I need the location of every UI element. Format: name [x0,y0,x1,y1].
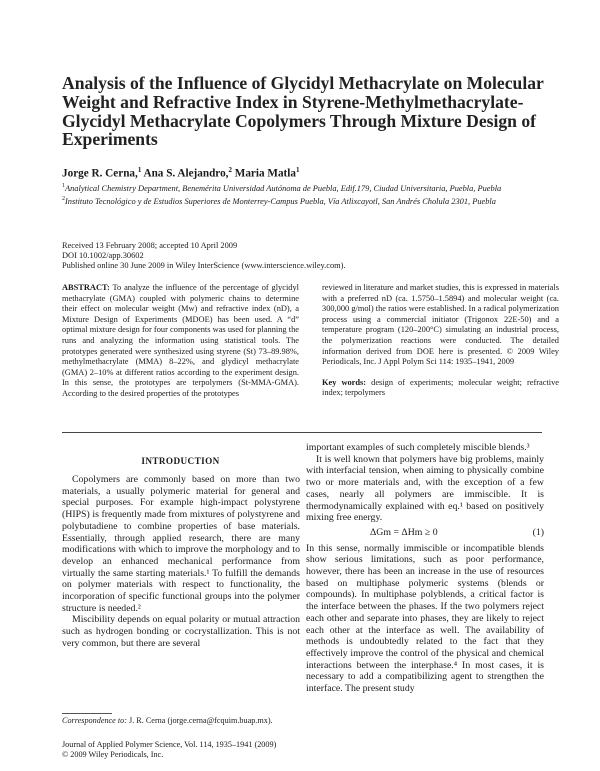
affiliation [62,194,542,207]
affiliations [62,181,542,208]
abstract-divider [62,432,542,433]
received-date: Received 13 February 2008; accepted 10 April 2009 [62,241,238,250]
author-list [62,166,299,180]
author-affiliation-mark: 1 [295,166,300,174]
equation-number: (1) [532,526,544,538]
paragraph: important examples of such completely miscible blends.³ [306,442,530,453]
keywords-label: Key words: [322,377,367,387]
paper-title: Analysis of the Influence of Glycidyl Methacrylate on Molecular Weight and Refractive Index in Styrene-Methylmethacrylate-Glycidyl Methacrylate Copolymers Through Mixture Design of Experiments [62,73,544,150]
author: Jorge R. Cerna, [62,167,138,180]
section-heading: INTRODUCTION [141,456,220,466]
equation-body: ΔGm = ΔHm ≥ 0 [370,526,438,538]
article-history [62,241,346,272]
correspondence-footnote [62,716,299,726]
journal-info [62,740,276,760]
paragraph: Copolymers are commonly based on more than two materials, a usually polymeric material for general and special purposes. For example high-impact polystyrene (HIPS) is frequently made from mixtures of polystyrene and polybutadiene to combine properties of base materials. Essentially, through applied research, there are many modifications with which to improve the morphology and to develop an enhanced mechanical performance from virtually the same starting materials.¹ To fulfill the demands on polymer materials with respect to functionality, the incorporation of specific functional groups into the polymer structure is needed.² [62,474,300,614]
affiliation-mark: 2 [62,196,65,203]
correspondence-text: J. R. Cerna (jorge.cerna@fcquim.buap.mx). [129,716,273,725]
paragraph: In this sense, normally immiscible or incompatible blends show serious limitations, such as poor performance, however, there has been an increase in the use of resources based on multiphase polymeric systems (blends or compounds). In multiphase polyblends, a critical factor is the interface between the phases. If the two polymers reject each other and separate into phases, they are likely to reject each other at the interface as well. The availability of methods is undoubtedly related to the fact that they effectively improve the control of the physical and chemical interactions between the interphase.⁴ In most cases, it is necessary to add a compatibilizing agent to strengthen the interface. The present study [306,542,544,695]
affiliation [62,181,542,194]
doi: DOI 10.1002/app.30602 [62,251,144,261]
abstract-text: To analyze the influence of the percentage of glycidyl methacrylate (GMA) coupled with polymeric chains to determine their effect on molecular weight (Mw) and refractive index (nD), a Mixture Design of Experiments (MDOE) has been used. A “d” optimal mixture design for four components was used for planning the runs and analyzing the information using statistical tools. The prototypes generated were synthesized using styrene (St) 73–89.98%, methylmethacrylate (MMA) 8–22%, and glydicyl methacrylate (GMA) 2–10% at different ratios according to the experiment design. In this sense, the prototypes are terpolymers (St-MMA-GMA). According to the desired properties of the prototypes [62,283,299,398]
equation [306,524,544,543]
copyright: © 2009 Wiley Periodicals, Inc. [62,750,164,759]
right-text-column [306,442,544,695]
abstract-label: ABSTRACT: [62,283,110,292]
author-affiliation-mark: 1 [137,166,142,174]
footnote-divider [62,713,112,714]
abstract-text-continued: reviewed in literature and market studies, this is expressed in materials with a preferred nD (ca. 1.5750–1.5894) and molecular weight (ca. 300,000 g/mol) the ratios were established. In a radical polymerization process using a commercial initiator (Trigonox 22E-50) and a temperature program (120–200°C) simulating an industrial process, the polymerization reactions were conducted. The detailed information derived from DOE here is presented. © 2009 Wiley Periodicals, Inc. J Appl Polym Sci 114: 1935–1941, 2009 [322,283,559,367]
paragraph: It is well known that polymers have big problems, mainly with interfacial tension, when aiming to physically combine two or more materials and, with the exception of a few cases, nearly all polymers are immiscible. It is thermodynamically explained with eq.¹ based on positively mixing free energy. [306,453,544,524]
author-affiliation-mark: 2 [228,166,232,174]
correspondence-label: Correspondence to: [62,716,127,725]
affiliation-text: Instituto Tecnológico y de Estudios Superiores de Monterrey-Campus Puebla, Vía Atlixcayotl, San Andrés Cholula 2301, Puebla [65,197,496,207]
abstract-left-column [62,283,299,400]
journal-citation: Journal of Applied Polymer Science, Vol. 114, 1935–1941 (2009) [62,740,277,749]
author: Ana S. Alejandro, [143,167,229,180]
keywords-text: design of experiments; molecular weight; refractive index; terpolymers [322,377,560,398]
author: Maria Matla [234,167,296,180]
abstract-right-column [322,283,559,399]
keywords [322,378,559,399]
left-text-column [62,474,300,650]
affiliation-mark: 1 [62,183,65,189]
affiliation-text: Analytical Chemistry Department, Benemérita Universidad Autónoma de Puebla, Edif.179, Ciudad Universitaria, Puebla, Puebla [65,183,502,193]
paragraph: Miscibility depends on equal polarity or mutual attraction such as hydrogen bonding or cocrystallization. This is not very common, but there are several [62,614,300,649]
published-online: Published online 30 June 2009 in Wiley InterScience (www.interscience.wiley.com). [62,261,346,271]
